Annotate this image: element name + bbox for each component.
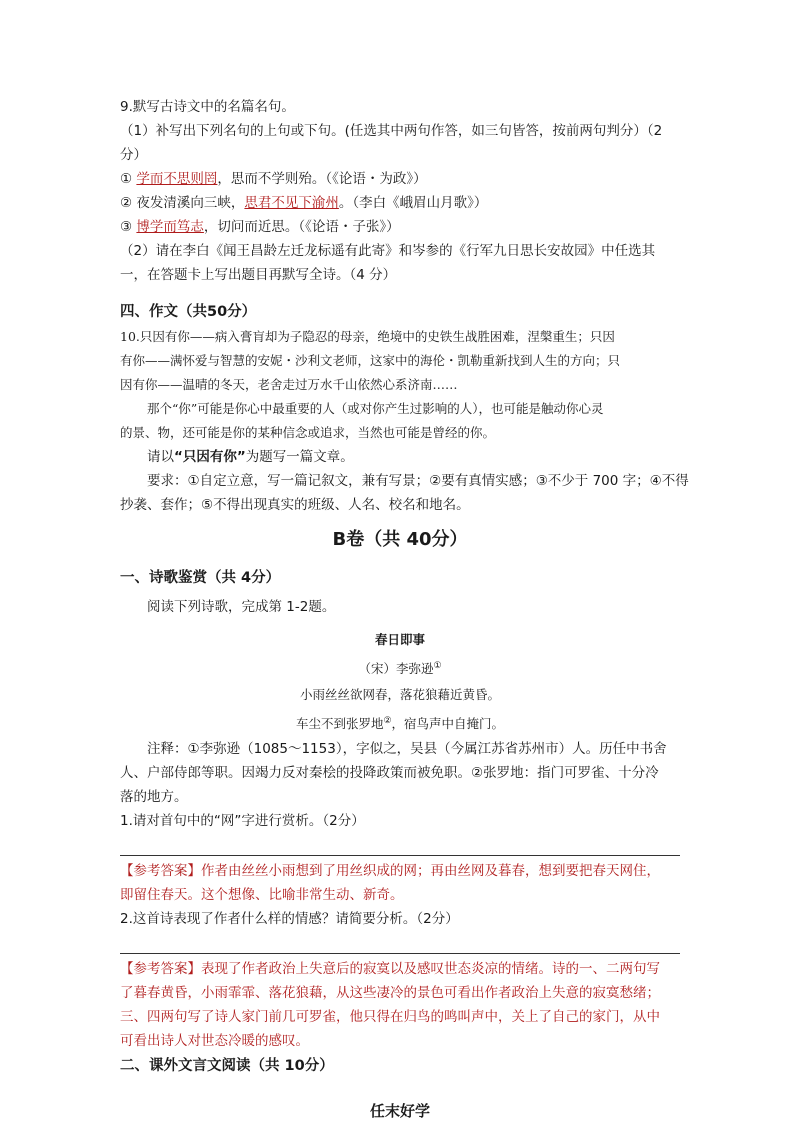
q9-item-1-rest: ，思而不学则殆。（《论语・为政》） bbox=[217, 171, 427, 187]
poem-line-1: 小雨丝丝欲网春，落花狼藉近黄昏。 bbox=[299, 687, 500, 703]
essay-heading: 四、作文（共50分） bbox=[120, 304, 257, 320]
answer-1-line-2: 即留住春天。这个想像、比喻非常生动、新奇。 bbox=[120, 887, 404, 904]
essay-prompt-line-2: 有你——满怀爱与智慧的安妮・沙利文老师，这家中的海伦・凯勒重新找到人生的方向；只 bbox=[120, 353, 621, 368]
essay-title-text: “只因有你” bbox=[174, 449, 246, 465]
q9-item-2-answer: 思君不见下渝州 bbox=[244, 195, 339, 211]
poem-notes-line-1: 注释：①李弥逊（1085～1153），字似之，吴县（今属江苏省苏州市）人。历任中书舍 bbox=[147, 741, 667, 758]
answer-1-line-1: 【参考答案】作者由丝丝小雨想到了用丝织成的网；再由丝网及暮春，想到要把春天网住， bbox=[120, 863, 660, 880]
essay-title-prompt bbox=[120, 445, 680, 469]
poetry-heading: 一、诗歌鉴赏（共 4分） bbox=[120, 570, 281, 586]
poem-notes-line-2: 人、户部侍郎等职。因竭力反对秦桧的投降政策而被免职。②张罗地：指门可罗雀、十分冷 bbox=[120, 765, 659, 782]
q9-title: 9.默写古诗文中的名篇名句。 bbox=[120, 99, 295, 115]
q9-item-3-answer: 博学而笃志 bbox=[136, 219, 204, 235]
poetry-question-2: 2.这首诗表现了作者什么样的情感？请简要分析。（2分） bbox=[120, 911, 459, 928]
answer-2-line-1: 【参考答案】表现了作者政治上失意后的寂寞以及感叹世态炎凉的情绪。诗的一、二两句写 bbox=[120, 961, 660, 978]
q9-item-1 bbox=[120, 167, 680, 191]
answer-2-line-2: 了暮春黄昏，小雨霏霏、落花狼藉，从这些凄冷的景色可看出作者政治上失意的寂寞愁绪； bbox=[120, 985, 660, 1002]
classical-heading: 二、课外文言文阅读（共 10分） bbox=[120, 1058, 334, 1075]
essay-title-prompt-pre: 请以 bbox=[147, 449, 174, 465]
q9-part1-instruction: （1）补写出下列名句的上句或下句。(任选其中两句作答，如三句皆答，按前两句判分）（2 bbox=[120, 123, 663, 139]
poem-notes-line-3: 落的地方。 bbox=[120, 789, 188, 806]
poem-line-2-post: ，宿鸟声中自掩门。 bbox=[391, 716, 505, 732]
essay-title-prompt-post: 为题写一篇文章。 bbox=[245, 449, 354, 465]
answer-separator-2 bbox=[120, 953, 680, 954]
essay-requirements-line-1: 要求：①自定立意，写一篇记叙文，兼有写景；②要有真情实感；③不少于 700 字；④不得 bbox=[147, 473, 689, 489]
poem-line-2 bbox=[120, 708, 680, 737]
poetry-intro: 阅读下列诗歌，完成第 1-2题。 bbox=[147, 599, 336, 615]
poem-author-name: （宋）李弥逊 bbox=[358, 661, 434, 677]
poetry-question-1: 1.请对首句中的“网”字进行赏析。（2分） bbox=[120, 813, 365, 830]
q9-item-2-rest: 。（李白《峨眉山月歌》） bbox=[338, 195, 488, 211]
poem-author-note-marker: ① bbox=[433, 661, 442, 671]
q9-part1-instruction-cont: 分） bbox=[120, 147, 147, 163]
q9-item-3 bbox=[120, 215, 680, 239]
document-page bbox=[120, 95, 689, 1125]
answer-2-line-4: 可看出诗人对世态冷暖的感叹。 bbox=[120, 1033, 309, 1050]
q9-item-3-num: ③ bbox=[120, 219, 133, 235]
q9-item-1-num: ① bbox=[120, 171, 133, 187]
essay-prompt-line-5: 的景、物，还可能是你的某种信念或追求，当然也可能是曾经的你。 bbox=[120, 425, 496, 440]
poem-author bbox=[120, 653, 680, 682]
essay-prompt-line-1: 10.只因有你——病入膏肓却为子隐忍的母亲，绝境中的史铁生战胜困难，涅槃重生；只因 bbox=[120, 329, 615, 344]
essay-requirements-line-2: 抄袭、套作；⑤不得出现真实的班级、人名、校名和地名。 bbox=[120, 497, 470, 513]
q9-item-2 bbox=[120, 191, 680, 215]
essay-prompt-line-3: 因有你——温晴的冬天，老舍走过万水千山依然心系济南…… bbox=[120, 377, 458, 392]
poem-line-2-pre: 车尘不到张罗地 bbox=[295, 716, 384, 732]
essay-prompt-line-4: 那个“你”可能是你心中最重要的人（或对你产生过影响的人），也可能是触动你心灵 bbox=[147, 401, 604, 416]
poem-title: 春日即事 bbox=[374, 632, 425, 647]
poem-line-2-note-marker: ② bbox=[383, 716, 392, 727]
volume-b-title: B卷（共 40分） bbox=[332, 529, 468, 550]
q9-part2-instruction: （2）请在李白《闻王昌龄左迁龙标遥有此寄》和岑参的《行军九日思长安故园》中任选其 bbox=[120, 243, 656, 259]
classical-passage-title: 任末好学 bbox=[369, 1102, 430, 1121]
answer-2-line-3: 三、四两句写了诗人家门前几可罗雀，他只得在归鸟的鸣叫声中，关上了自己的家门，从中 bbox=[120, 1009, 660, 1026]
q9-item-1-answer: 学而不思则罔 bbox=[136, 171, 218, 187]
q9-part2-instruction-cont: 一，在答题卡上写出题目再默写全诗。（4 分） bbox=[120, 267, 397, 283]
q9-item-3-rest: ，切问而近思。（《论语・子张》） bbox=[203, 219, 400, 235]
q9-item-2-num: ② bbox=[120, 195, 133, 211]
q9-item-2-pre: 夜发清溪向三峡， bbox=[136, 195, 245, 211]
answer-separator-1 bbox=[120, 855, 680, 856]
